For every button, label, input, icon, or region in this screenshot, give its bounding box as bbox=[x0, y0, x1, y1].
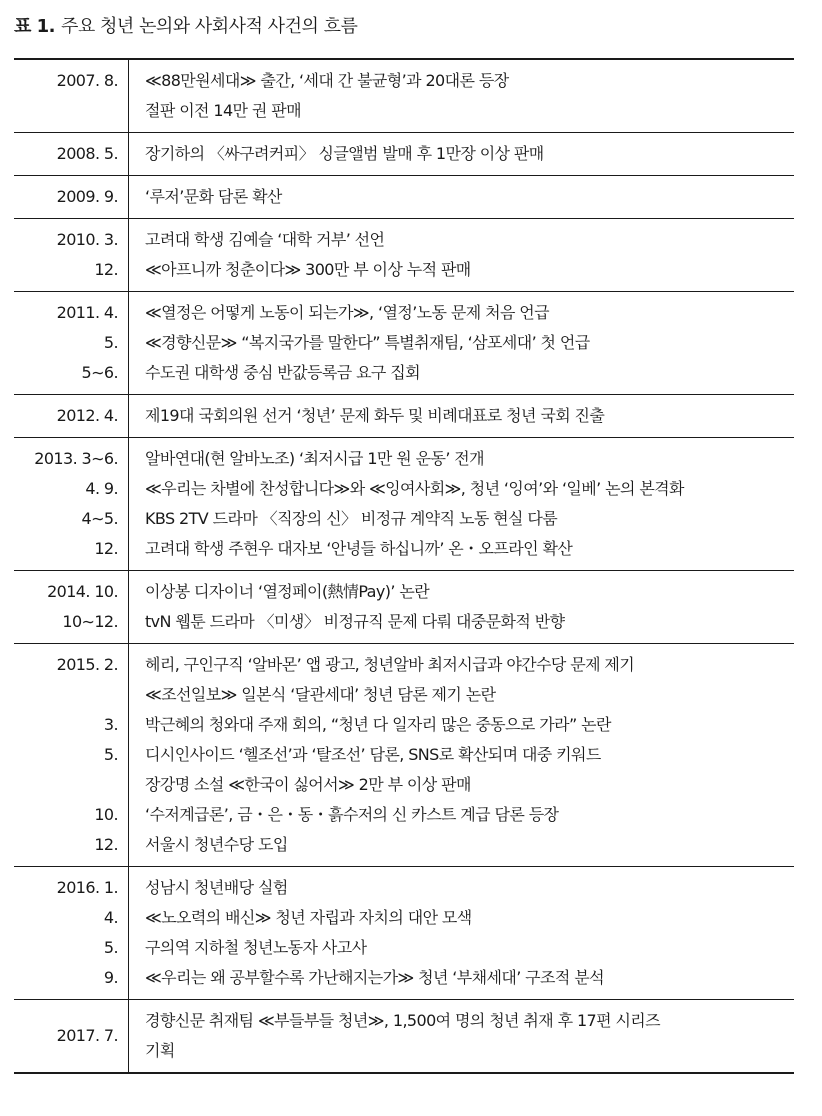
date-line: 12. bbox=[94, 260, 118, 279]
event-line: 알바연대(현 알바노조) ‘최저시급 1만 원 운동’ 전개 bbox=[145, 449, 485, 468]
event-cell bbox=[129, 60, 794, 132]
event-line: tvN 웹툰 드라마 〈미생〉 비정규직 문제 다뤄 대중문화적 반향 bbox=[145, 612, 565, 631]
timeline-table bbox=[14, 58, 794, 1074]
event-line: ≪우리는 왜 공부할수록 가난해지는가≫ 청년 ‘부채세대’ 구조적 분석 bbox=[145, 968, 604, 987]
event-line: 장강명 소설 ≪한국이 싫어서≫ 2만 부 이상 판매 bbox=[145, 775, 471, 794]
event-line: ≪노오력의 배신≫ 청년 자립과 자치의 대안 모색 bbox=[145, 908, 472, 927]
event-line: ≪우리는 차별에 찬성합니다≫와 ≪잉여사회≫, 청년 ‘잉여’와 ‘일베’ 논의 본격화 bbox=[145, 479, 684, 498]
event-line: ‘루저’문화 담론 확산 bbox=[145, 187, 282, 206]
event-line: 경향신문 취재팀 ≪부들부들 청년≫, 1,500여 명의 청년 취재 후 17편 시리즈 bbox=[145, 1011, 661, 1030]
table-row-group bbox=[14, 132, 794, 175]
event-line: 수도권 대학생 중심 반값등록금 요구 집회 bbox=[145, 363, 420, 382]
date-cell bbox=[14, 438, 129, 570]
event-line: ≪조선일보≫ 일본식 ‘달관세대’ 청년 담론 제기 논란 bbox=[145, 685, 496, 704]
date-line: 4. bbox=[103, 908, 118, 927]
table-row-group bbox=[14, 643, 794, 866]
event-cell bbox=[129, 571, 794, 643]
table-row-group bbox=[14, 218, 794, 291]
date-line: 2012. 4. bbox=[56, 406, 118, 425]
event-line: 절판 이전 14만 권 판매 bbox=[145, 101, 301, 120]
date-line: 5. bbox=[103, 745, 118, 764]
date-line: 12. bbox=[94, 835, 118, 854]
event-cell bbox=[129, 395, 794, 437]
event-line: ≪아프니까 청춘이다≫ 300만 부 이상 누적 판매 bbox=[145, 260, 471, 279]
date-line: 2016. 1. bbox=[56, 878, 118, 897]
date-line bbox=[14, 96, 128, 126]
event-line: ‘수저계급론’, 금・은・동・흙수저의 신 카스트 계급 담론 등장 bbox=[145, 805, 559, 824]
table-row-group bbox=[14, 866, 794, 999]
event-line: 이상봉 디자이너 ‘열정페이(熱情Pay)’ 논란 bbox=[145, 582, 430, 601]
event-line: 고려대 학생 김예슬 ‘대학 거부’ 선언 bbox=[145, 230, 385, 249]
event-line: 헤리, 구인구직 ‘알바몬’ 앱 광고, 청년알바 최저시급과 야간수당 문제 제기 bbox=[145, 655, 635, 674]
table-caption-label: 표 1. bbox=[14, 16, 56, 37]
date-cell bbox=[14, 176, 129, 218]
date-line: 2009. 9. bbox=[56, 187, 118, 206]
date-line: 2011. 4. bbox=[56, 303, 118, 322]
date-cell bbox=[14, 571, 129, 643]
event-cell bbox=[129, 176, 794, 218]
event-line: KBS 2TV 드라마 〈직장의 신〉 비정규 계약직 노동 현실 다룸 bbox=[145, 509, 558, 528]
event-cell bbox=[129, 438, 794, 570]
date-line: 2010. 3. bbox=[56, 230, 118, 249]
date-line bbox=[14, 680, 128, 710]
event-cell bbox=[129, 292, 794, 394]
table-row-group bbox=[14, 60, 794, 132]
table-body bbox=[14, 60, 794, 1072]
event-line: ≪열정은 어떻게 노동이 되는가≫, ‘열정’노동 문제 처음 언급 bbox=[145, 303, 549, 322]
event-line: 성남시 청년배당 실험 bbox=[145, 878, 288, 897]
table-row-group bbox=[14, 175, 794, 218]
date-line: 4. 9. bbox=[85, 479, 118, 498]
date-line: 2008. 5. bbox=[56, 144, 118, 163]
event-cell bbox=[129, 867, 794, 999]
date-line: 2015. 2. bbox=[56, 655, 118, 674]
event-cell bbox=[129, 219, 794, 291]
table-bottom-rule bbox=[14, 1072, 794, 1074]
table-row-group bbox=[14, 570, 794, 643]
table-row-group bbox=[14, 291, 794, 394]
date-cell bbox=[14, 644, 129, 866]
date-line: 4∼5. bbox=[81, 509, 118, 528]
table-row-group bbox=[14, 394, 794, 437]
date-line: 2014. 10. bbox=[47, 582, 118, 601]
event-line: 고려대 학생 주현우 대자보 ‘안녕들 하십니까’ 온・오프라인 확산 bbox=[145, 539, 573, 558]
date-line: 3. bbox=[103, 715, 118, 734]
table-caption bbox=[14, 12, 357, 38]
date-line bbox=[14, 770, 128, 800]
table-caption-title: 주요 청년 논의와 사회사적 사건의 흐름 bbox=[61, 16, 358, 37]
date-line: 12. bbox=[94, 539, 118, 558]
event-cell bbox=[129, 644, 794, 866]
date-line: 10∼12. bbox=[62, 612, 118, 631]
table-row-group bbox=[14, 437, 794, 570]
date-line: 2007. 8. bbox=[56, 71, 118, 90]
event-cell bbox=[129, 133, 794, 175]
date-line: 2017. 7. bbox=[56, 1026, 118, 1045]
date-line: 10. bbox=[94, 805, 118, 824]
event-line: 장기하의 〈싸구려커피〉 싱글앨범 발매 후 1만장 이상 판매 bbox=[145, 144, 544, 163]
table-row-group bbox=[14, 999, 794, 1072]
event-line: 제19대 국회의원 선거 ‘청년’ 문제 화두 및 비례대표로 청년 국회 진출 bbox=[145, 406, 605, 425]
event-line: ≪88만원세대≫ 출간, ‘세대 간 불균형’과 20대론 등장 bbox=[145, 71, 509, 90]
date-cell bbox=[14, 219, 129, 291]
event-cell bbox=[129, 1000, 794, 1072]
event-line: 기획 bbox=[145, 1041, 175, 1060]
date-line: 2013. 3∼6. bbox=[34, 449, 118, 468]
date-cell bbox=[14, 395, 129, 437]
event-line: 서울시 청년수당 도입 bbox=[145, 835, 288, 854]
event-line: ≪경향신문≫ “복지국가를 말한다” 특별취재팀, ‘삼포세대’ 첫 언급 bbox=[145, 333, 590, 352]
date-cell bbox=[14, 1000, 129, 1072]
date-line: 5. bbox=[103, 938, 118, 957]
date-line: 9. bbox=[103, 968, 118, 987]
date-line: 5∼6. bbox=[81, 363, 118, 382]
event-line: 디시인사이드 ‘헬조선’과 ‘탈조선’ 담론, SNS로 확산되며 대중 키워드 bbox=[145, 745, 601, 764]
date-cell bbox=[14, 60, 129, 132]
date-cell bbox=[14, 867, 129, 999]
event-line: 박근혜의 청와대 주재 회의, “청년 다 일자리 많은 중동으로 가라” 논란 bbox=[145, 715, 611, 734]
date-cell bbox=[14, 133, 129, 175]
date-line: 5. bbox=[103, 333, 118, 352]
event-line: 구의역 지하철 청년노동자 사고사 bbox=[145, 938, 367, 957]
date-cell bbox=[14, 292, 129, 394]
